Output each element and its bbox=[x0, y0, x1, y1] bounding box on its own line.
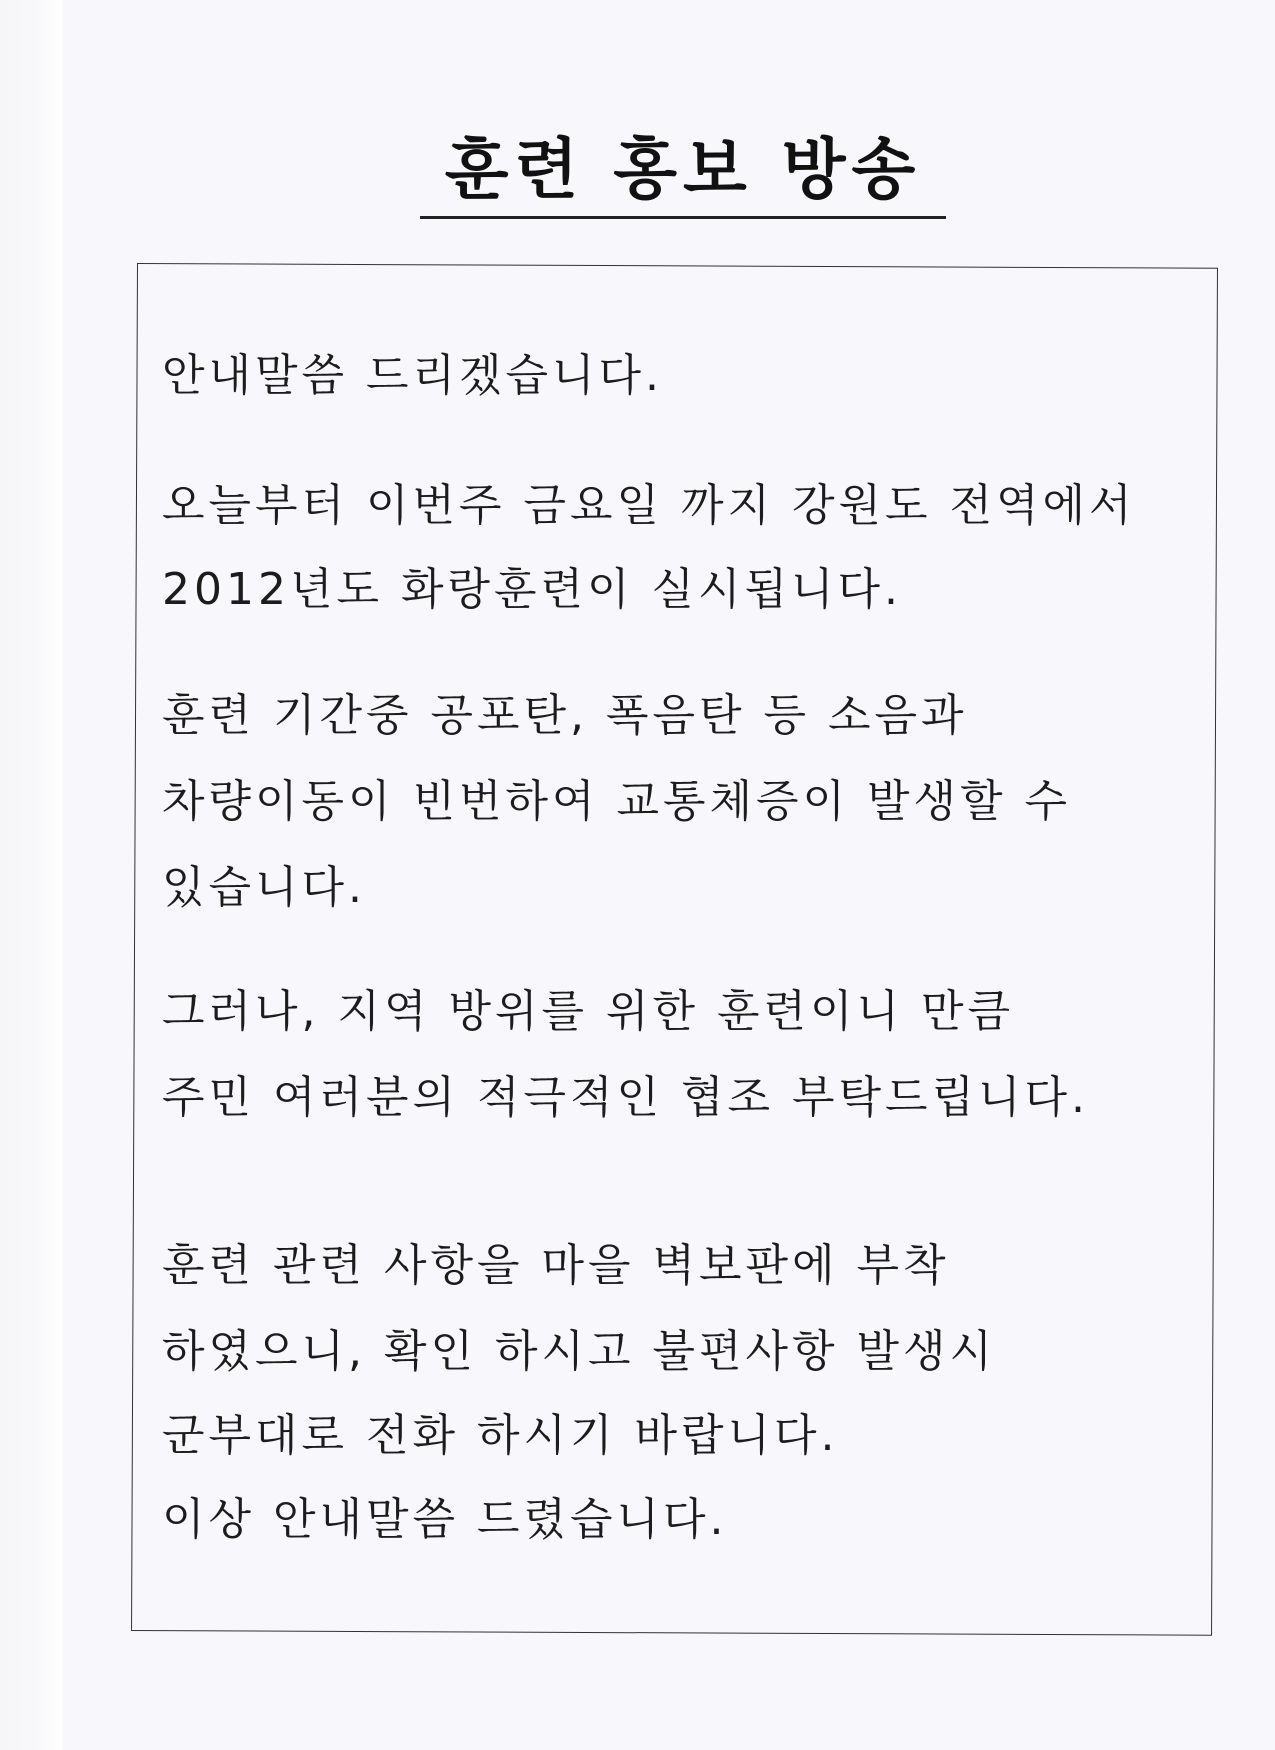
text-line: 차량이동이 빈번하여 교통체증이 발생할 수 bbox=[162, 776, 1072, 827]
text-line: 훈련 관련 사항을 마을 벽보판에 부착 bbox=[162, 1240, 950, 1291]
text-line: 훈련 기간중 공포탄, 폭음탄 등 소음과 bbox=[162, 690, 968, 741]
text-line: 있습니다. bbox=[162, 862, 367, 913]
text-line: 주민 여러분의 적극적인 협조 부탁드립니다. bbox=[162, 1072, 1090, 1123]
scan-edge bbox=[0, 0, 62, 1750]
text-line: 안내말씀 드리겠습니다. bbox=[162, 350, 664, 401]
text-line: 오늘부터 이번주 금요일 까지 강원도 전역에서 bbox=[162, 480, 1136, 531]
text-line: 이상 안내말씀 드렸습니다. bbox=[162, 1494, 728, 1545]
page-title: 훈련 홍보 방송 bbox=[444, 131, 922, 208]
title-block bbox=[420, 128, 946, 212]
text-line: 하였으니, 확인 하시고 불편사항 발생시 bbox=[162, 1326, 996, 1377]
text-line: 군부대로 전화 하시기 바랍니다. bbox=[162, 1410, 839, 1461]
title-underline bbox=[420, 216, 946, 219]
text-line: 2012년도 화랑훈련이 실시됩니다. bbox=[162, 564, 902, 615]
text-line: 그러나, 지역 방위를 위한 훈련이니 만큼 bbox=[162, 986, 1014, 1037]
